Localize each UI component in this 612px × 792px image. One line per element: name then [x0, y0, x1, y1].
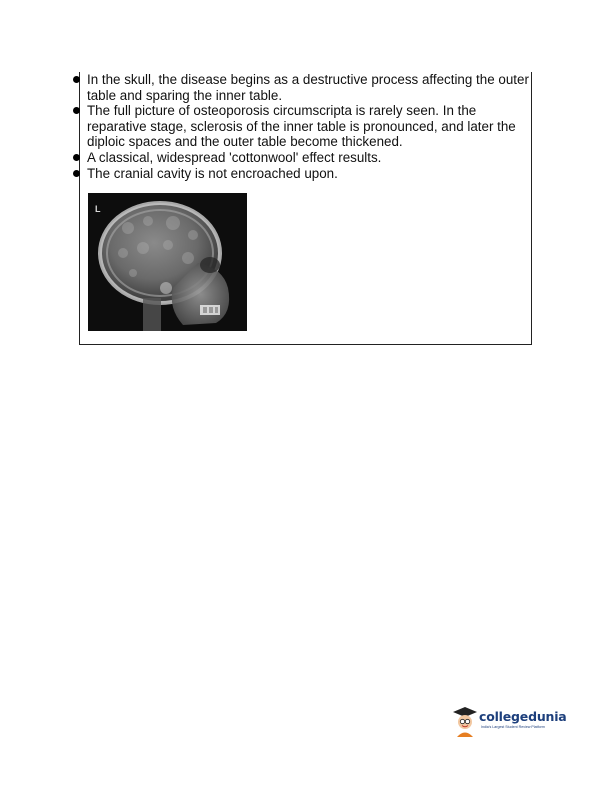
logo-wordmark: collegedunia: [479, 709, 567, 724]
bullet-text: A classical, widespread 'cottonwool' effect results.: [87, 149, 382, 165]
bullet-text: The cranial cavity is not encroached upon.: [87, 165, 338, 181]
bullet-item: [73, 166, 533, 182]
bullet-item: [73, 72, 533, 103]
bullet-dot-icon: [73, 76, 80, 83]
bullet-dot-icon: [73, 154, 80, 161]
bullet-dot-icon: [73, 107, 80, 114]
bullet-list: [73, 72, 533, 181]
graduate-mascot-icon: [452, 706, 478, 738]
collegedunia-logo: [452, 706, 567, 742]
bullet-item: [73, 103, 533, 150]
bullet-text: The full picture of osteoporosis circumscripta is rarely seen. In the reparative stage, sclerosis of the inner table is pronounced, and later the diploic spaces and the outer table become thickened.: [87, 103, 516, 150]
bullet-dot-icon: [73, 170, 80, 177]
skull-xray-image: [88, 193, 247, 331]
bullet-item: [73, 150, 533, 166]
logo-tagline: India's Largest Student Review Platform: [481, 725, 545, 729]
skull-xray-graphic: [88, 193, 247, 331]
bullet-text: In the skull, the disease begins as a destructive process affecting the outer table and sparing the inner table.: [87, 72, 529, 103]
side-marker-label: L: [95, 204, 101, 214]
